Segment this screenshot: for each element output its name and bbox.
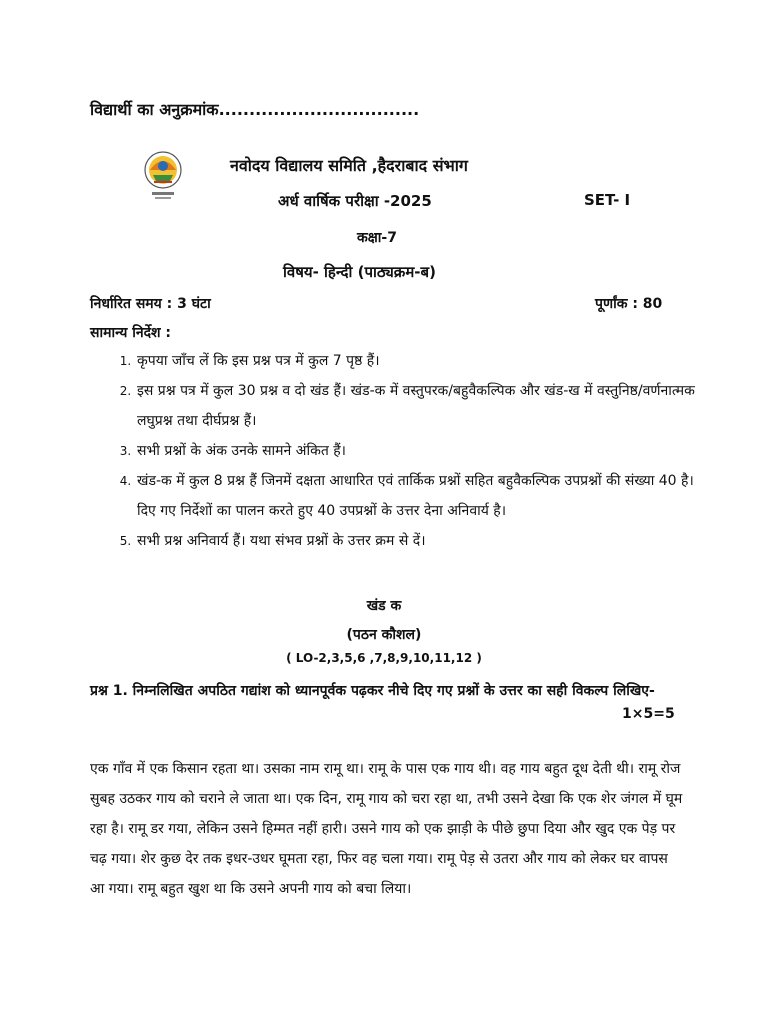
set-label: SET- I xyxy=(584,191,631,209)
exam-title: अर्ध वार्षिक परीक्षा -2025 xyxy=(278,192,432,210)
subject-label: विषय- हिन्दी (पाठ्यक्रम-ब) xyxy=(283,263,436,281)
reading-passage: एक गाँव में एक किसान रहता था। उसका नाम रामू था। रामू के पास एक गाय थी। वह गाय बहुत दूध देती थी। रामू रोज सुबह उठकर गाय को चराने ले जाता था। एक दिन, रामू गाय को चरा रहा था, तभी उसने देखा कि एक शेर जंगल में घूम रहा है। रामू डर गया, लेकिन उसने हिम्मत नहीं हारी। उसने गाय को एक झाड़ी के पीछे छुपा दिया और खुद एक पेड़ पर चढ़ गया। शेर कुछ देर तक इधर-उधर घूमता रहा, फिर वह चला गया। रामू पेड़ से उतरा और गाय को लेकर घर वापस आ गया। रामू बहुत खुश था कि उसने अपनी गाय को बचा लिया। xyxy=(90,761,683,897)
instructions-title: सामान्य निर्देश : xyxy=(90,325,172,341)
organization-title: नवोदय विद्यालय समिति ,हैदराबाद संभाग xyxy=(230,156,468,175)
instruction-item: 2. इस प्रश्न पत्र में कुल 30 प्रश्न व दो खंड हैं। खंड-क में वस्तुपरक/बहुवैकल्पिक और खंड-ख में वस्तुनिष्ठ/वर्णनात्मक लघुप्रश्न तथा दीर्घप्रश्न हैं। xyxy=(135,376,711,436)
question-1-marks: 1×5=5 xyxy=(622,706,675,722)
time-allowed: निर्धारित समय : 3 घंटा xyxy=(90,296,211,312)
instruction-item: 4. खंड-क में कुल 8 प्रश्न हैं जिनमें दक्षता आधारित एवं तार्किक प्रश्नों सहित बहुवैकल्पिक उपप्रश्नों की संख्या 40 है। दिए गए निर्देशों का पालन करते हुए 40 उपप्रश्नों के उत्तर देना अनिवार्य है। xyxy=(135,466,711,526)
class-label: कक्षा-7 xyxy=(357,230,397,246)
navodaya-logo-icon xyxy=(140,148,186,202)
learning-outcomes: ( LO-2,3,5,6 ,7,8,9,10,11,12 ) xyxy=(286,651,482,665)
instruction-item: 1. कृपया जाँच लें कि इस प्रश्न पत्र में कुल 7 पृष्ठ हैं। xyxy=(135,346,711,376)
question-1-text: प्रश्न 1. निम्नलिखित अपठित गद्यांश को ध्यानपूर्वक पढ़कर नीचे दिए गए प्रश्नों के उत्तर का सही विकल्प लिखिए- xyxy=(90,683,655,699)
instruction-item: 5. सभी प्रश्न अनिवार्य हैं। यथा संभव प्रश्नों के उत्तर क्रम से दें। xyxy=(135,526,711,556)
roll-number-label: विद्यार्थी का अनुक्रमांक................................. xyxy=(90,100,420,119)
max-marks: पूर्णांक : 80 xyxy=(595,296,663,312)
instructions-list xyxy=(113,346,711,556)
section-title: खंड क xyxy=(366,598,402,614)
instruction-item: 3. सभी प्रश्नों के अंक उनके सामने अंकित हैं। xyxy=(135,436,711,466)
section-subtitle: (पठन कौशल) xyxy=(346,627,422,643)
